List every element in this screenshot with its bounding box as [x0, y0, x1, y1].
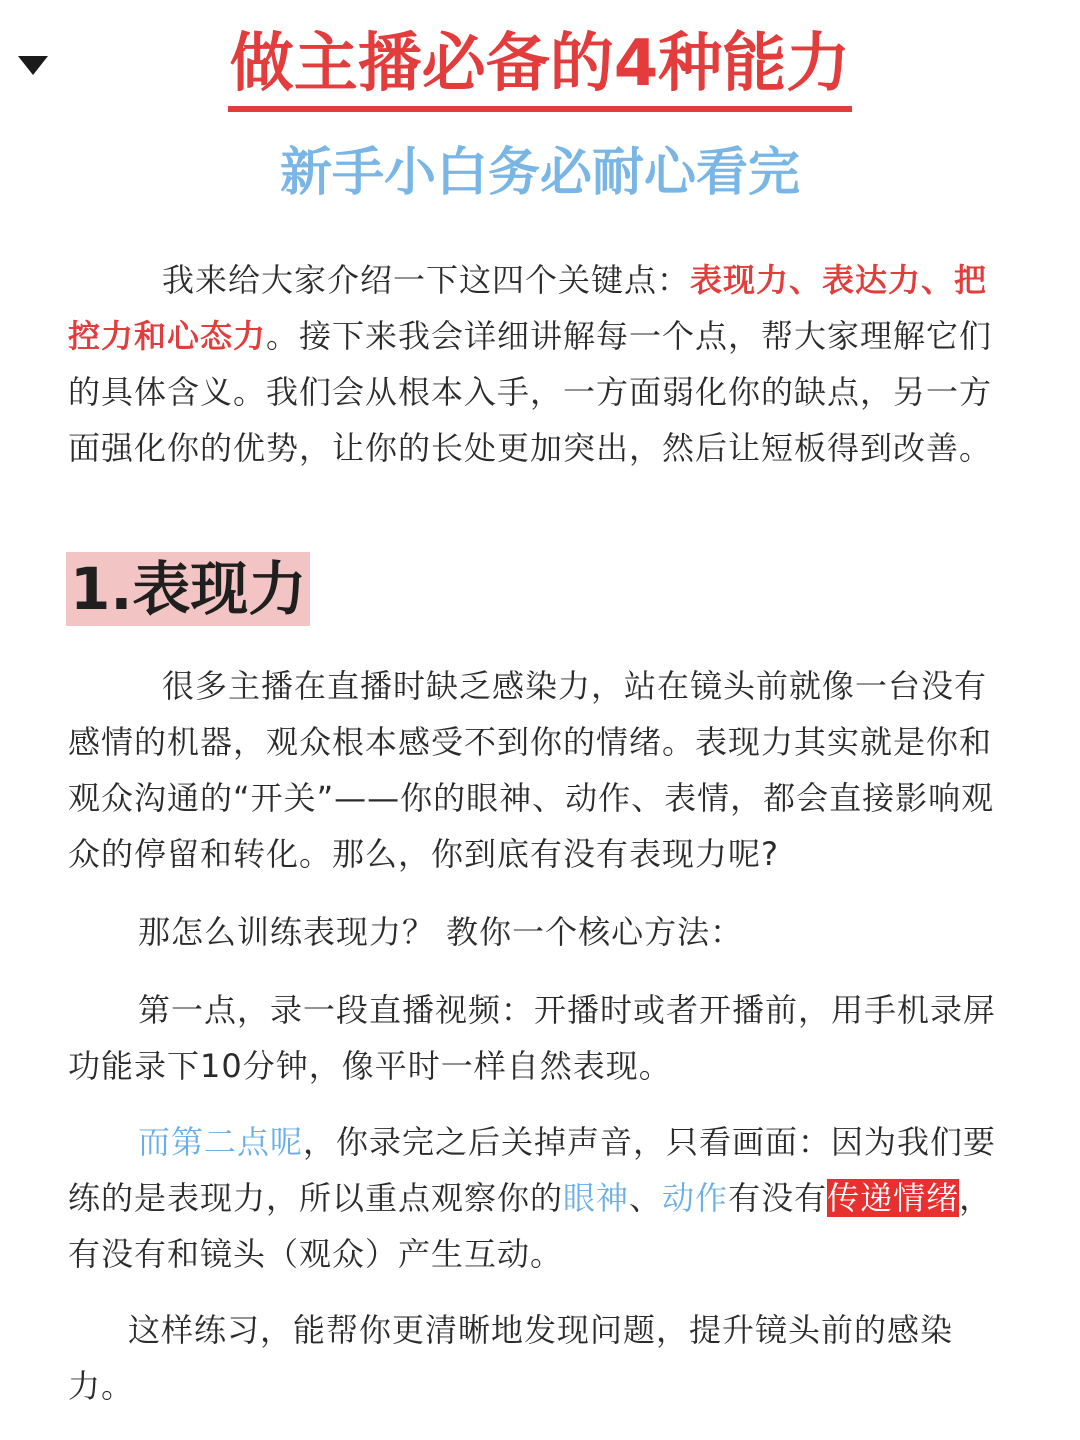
intro-key-points: 表现力、表达力、把控力和心态力: [68, 261, 988, 355]
page-title-wrap: [0, 22, 1080, 112]
intro-paragraph: [68, 252, 1012, 476]
p4-text-1: ，你录完之后关掉声音，只看画面：因为我们要练的是表现力，所以重点观察你的: [68, 1123, 997, 1217]
keyword-convey-emotion: 传递情绪: [827, 1179, 960, 1217]
page-subtitle: 新手小白务必耐心看完: [279, 143, 800, 203]
second-point-lead: 而第二点呢: [138, 1123, 304, 1161]
intro-text-2: 。接下来我会详细讲解每一个点，帮大家理解它们的具体含义。我们会从根本入手，一方面弱化你的缺点，另一方面强化你的优势，让你的长处更加突出，然后让短板得到改善。: [68, 317, 993, 467]
section1-paragraph-4: [68, 1114, 1012, 1282]
p4-text-2: 有没有: [728, 1179, 828, 1217]
keyword-eyes: 眼神: [563, 1179, 630, 1217]
keyword-action: 动作: [662, 1179, 729, 1217]
section1-paragraph-2: 那怎么训练表现力？ 教你一个核心方法：: [138, 913, 744, 951]
page-title: 做主播必备的4种能力: [228, 22, 853, 112]
section-heading-expressiveness: 1.表现力: [66, 552, 310, 626]
section1-paragraph-5: 这样练习，能帮你更清晰地发现问题，提升镜头前的感染力。: [68, 1311, 954, 1405]
p4-separator: 、: [629, 1179, 663, 1217]
p4-text-3: ，有没有和镜头（观众）产生互动。: [68, 1179, 993, 1273]
section1-paragraph-3: 第一点，录一段直播视频：开播时或者开播前，用手机录屏功能录下10分钟，像平时一样自然表现。: [68, 991, 997, 1085]
intro-text-1: 我来给大家介绍一下这四个关键点：: [162, 261, 691, 299]
section1-paragraph-1: 很多主播在直播时缺乏感染力，站在镜头前就像一台没有感情的机器，观众根本感受不到你的情绪。表现力其实就是你和观众沟通的“开关”——你的眼神、动作、表情，都会直接影响观众的停留和转化。那么，你到底有没有表现力呢?: [68, 667, 995, 873]
